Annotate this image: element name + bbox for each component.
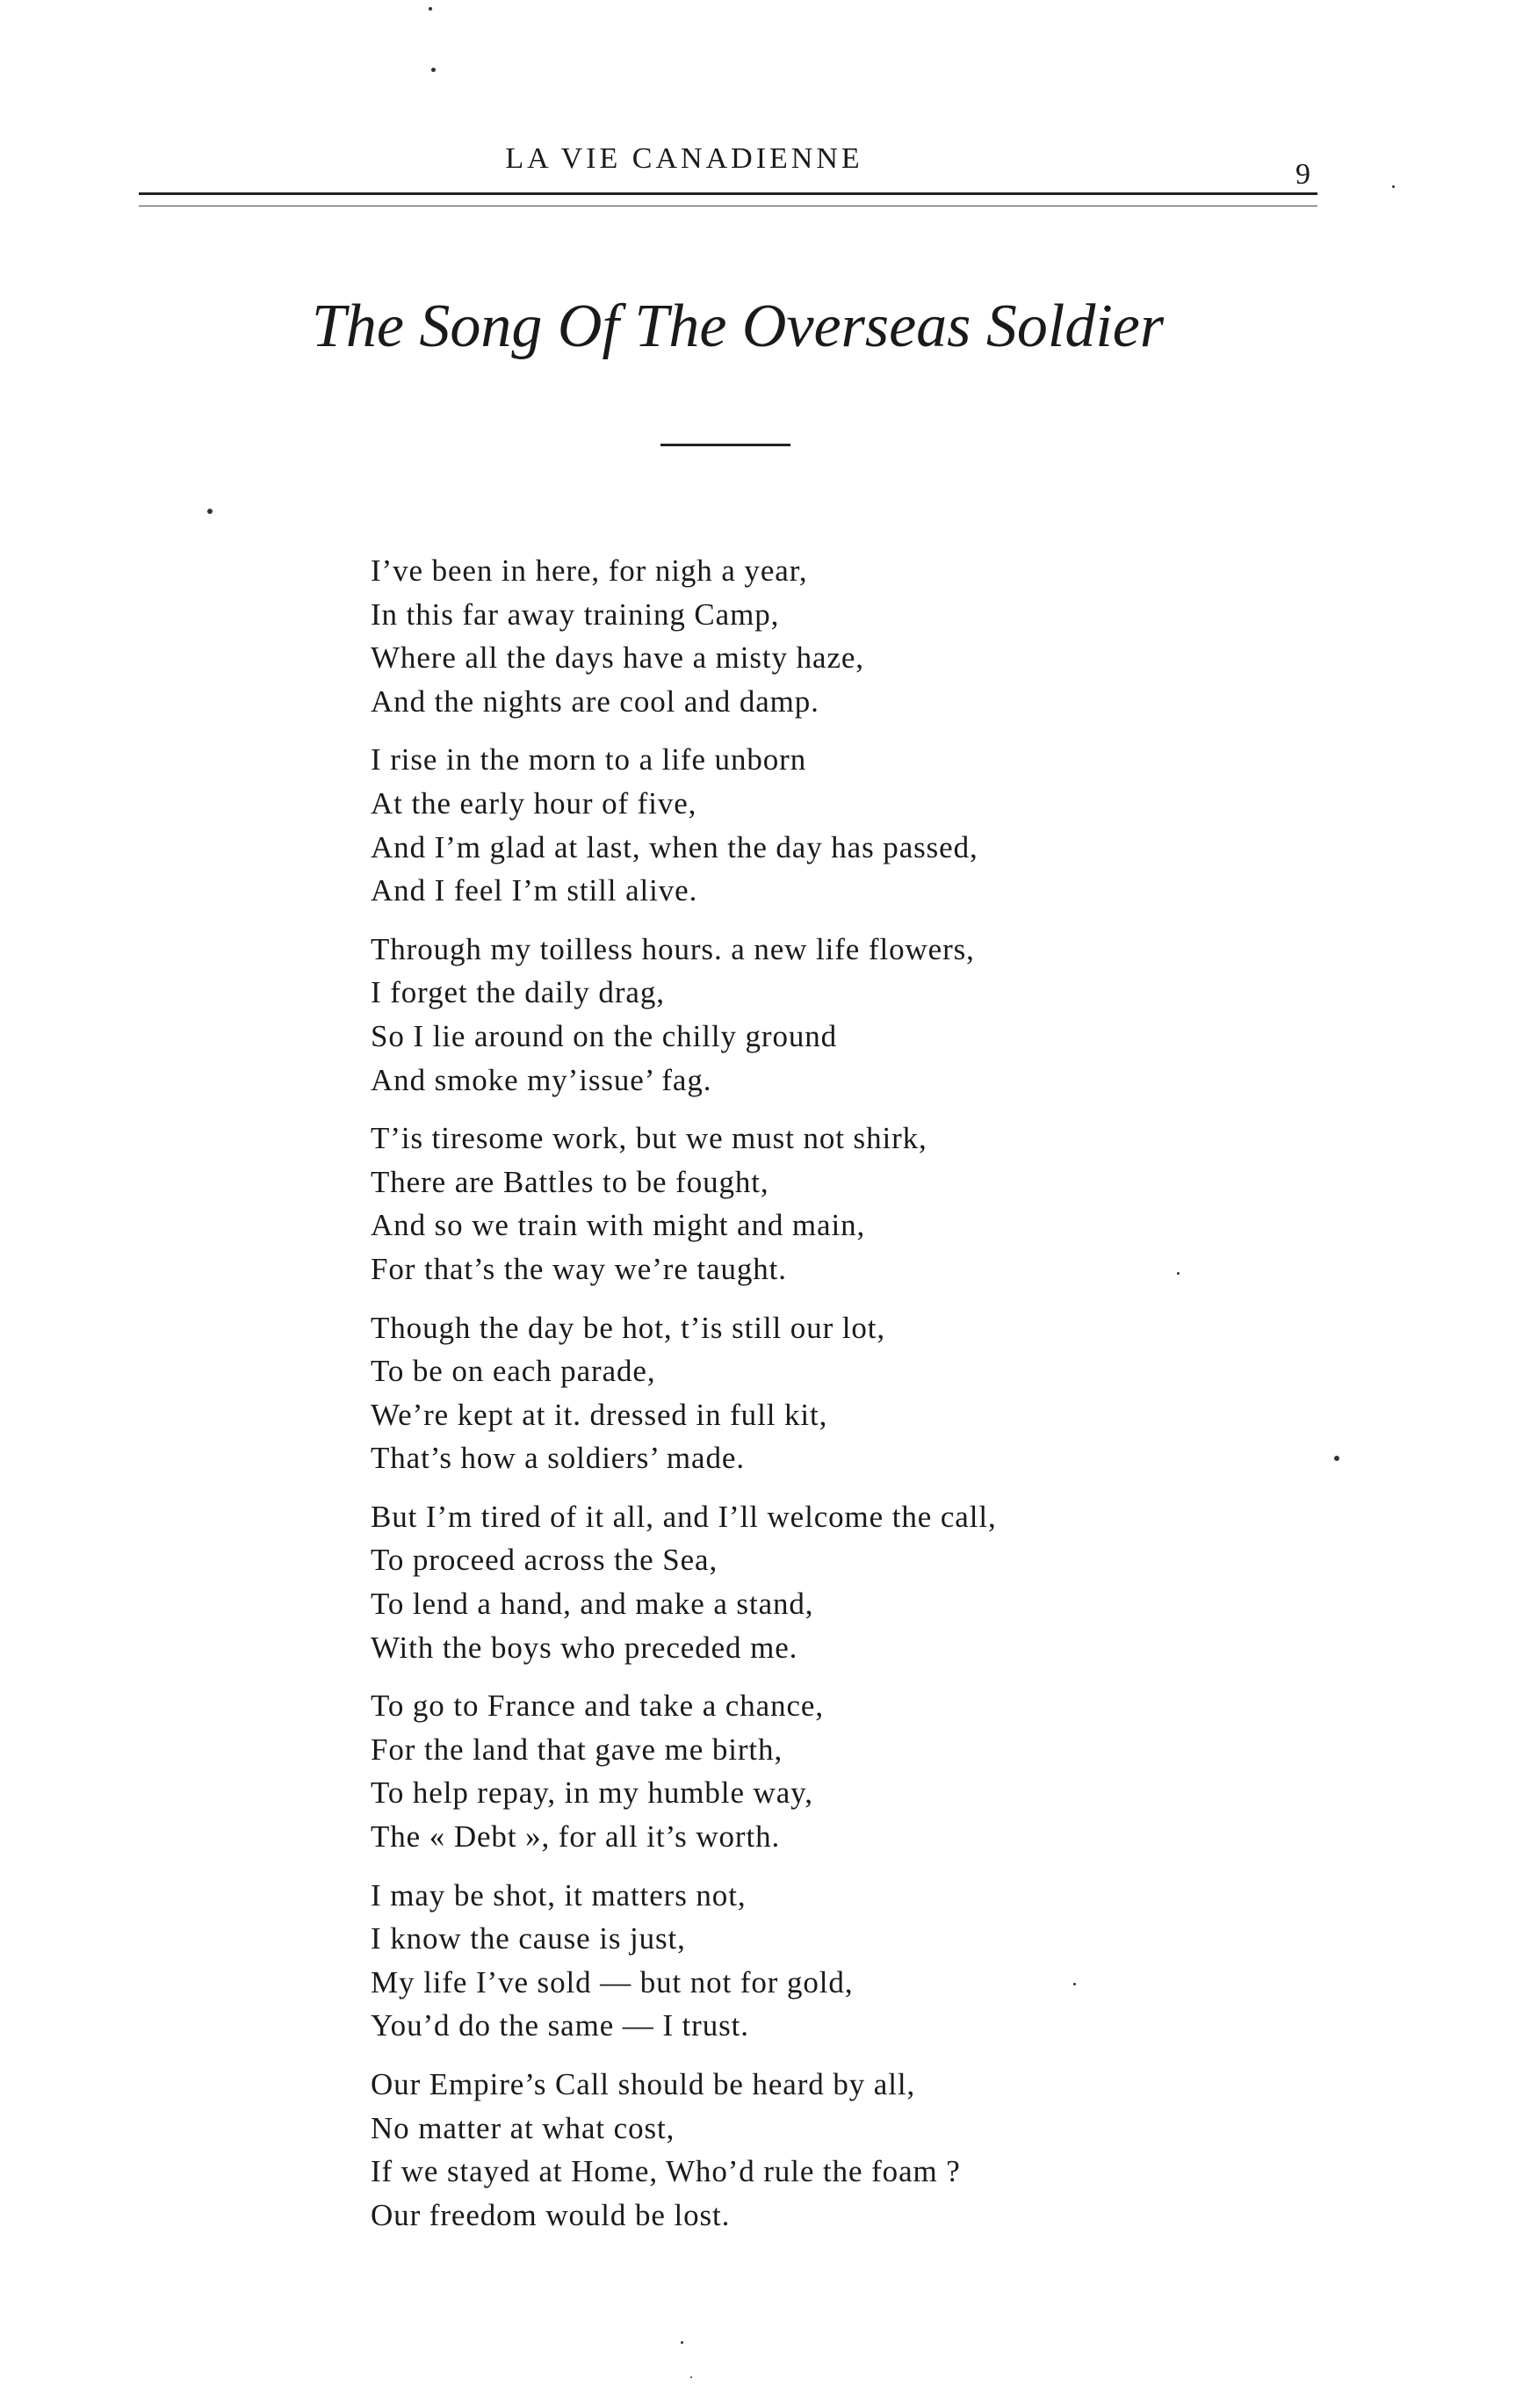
poem-line: But I’m tired of it all, and I’ll welcome the call, <box>371 1499 997 1534</box>
poem-line: Though the day be hot, t’is still our lot, <box>371 1310 886 1345</box>
paper-speck <box>1073 1983 1076 1985</box>
poem-line: And I feel I’m still alive. <box>371 873 698 908</box>
stanza <box>371 928 1161 1102</box>
poem-line: I may be shot, it matters not, <box>371 1877 747 1913</box>
paper-speck <box>1177 1272 1180 1275</box>
poem-line: Where all the days have a misty haze, <box>371 640 864 676</box>
poem-line: To lend a hand, and make a stand, <box>371 1587 814 1622</box>
paper-speck <box>207 509 213 514</box>
poem-line: With the boys who preceded me. <box>371 1630 798 1665</box>
poem-body <box>371 549 1161 2252</box>
stanza <box>371 2063 1161 2237</box>
paper-speck <box>431 68 436 72</box>
paper-speck <box>429 7 432 11</box>
poem-line: And I’m glad at last, when the day has passed, <box>371 829 978 864</box>
poem-line: That’s how a soldiers’ made. <box>371 1441 745 1476</box>
poem-line: Our freedom would be lost. <box>371 2197 731 2232</box>
title-divider <box>660 444 790 446</box>
paper-speck <box>1334 1456 1339 1461</box>
poem-line: If we stayed at Home, Who’d rule the foam ? <box>371 2154 961 2189</box>
poem-line: For that’s the way we’re taught. <box>371 1251 787 1286</box>
paper-speck <box>1392 185 1395 188</box>
poem-line: And so we train with might and main, <box>371 1208 866 1243</box>
poem-line: And smoke my’issue’ fag. <box>371 1062 712 1097</box>
stanza <box>371 1684 1161 1858</box>
poem-line: So I lie around on the chilly ground <box>371 1018 838 1053</box>
paper-speck <box>681 2341 683 2344</box>
poem-title: The Song Of The Overseas Soldier <box>311 293 1165 360</box>
poem-line: No matter at what cost, <box>371 2110 675 2145</box>
poem-line: For the land that gave me birth, <box>371 1732 783 1767</box>
poem-line: T’is tiresome work, but we must not shirk, <box>371 1121 927 1156</box>
poem-line: To be on each parade, <box>371 1354 656 1389</box>
poem-line: There are Battles to be fought, <box>371 1164 769 1199</box>
stanza <box>371 738 1161 912</box>
stanza <box>371 1306 1161 1480</box>
poem-line: I’ve been in here, for nigh a year, <box>371 553 808 588</box>
poem-line: To proceed across the Sea, <box>371 1543 718 1578</box>
poem-line: And the nights are cool and damp. <box>371 683 819 719</box>
poem-line: We’re kept at it. dressed in full kit, <box>371 1397 828 1432</box>
poem-line: To help repay, in my humble way, <box>371 1775 813 1811</box>
poem-line: My life I’ve sold — but not for gold, <box>371 1964 854 1999</box>
poem-line: I rise in the morn to a life unborn <box>371 742 807 777</box>
poem-line: I know the cause is just, <box>371 1921 686 1956</box>
stanza <box>371 1874 1161 2048</box>
poem-line: In this far away training Camp, <box>371 597 780 632</box>
poem-line: You’d do the same — I trust. <box>371 2008 749 2043</box>
stanza <box>371 1117 1161 1291</box>
poem-line: Through my toilless hours. a new life flowers, <box>371 931 975 966</box>
poem-line: Our Empire’s Call should be heard by all, <box>371 2067 916 2101</box>
poem-line: To go to France and take a chance, <box>371 1688 824 1724</box>
stanza <box>371 549 1161 723</box>
poem-line: The « Debt », for all it’s worth. <box>371 1819 781 1855</box>
page-header <box>139 142 1317 195</box>
poem-line: I forget the daily drag, <box>371 975 665 1010</box>
running-title: LA VIE CANADIENNE <box>505 142 863 175</box>
header-rule <box>139 192 1317 195</box>
paper-speck <box>690 2376 692 2378</box>
page-number: 9 <box>1295 158 1310 191</box>
stanza <box>371 1495 1161 1669</box>
poem-line: At the early hour of five, <box>371 785 697 821</box>
